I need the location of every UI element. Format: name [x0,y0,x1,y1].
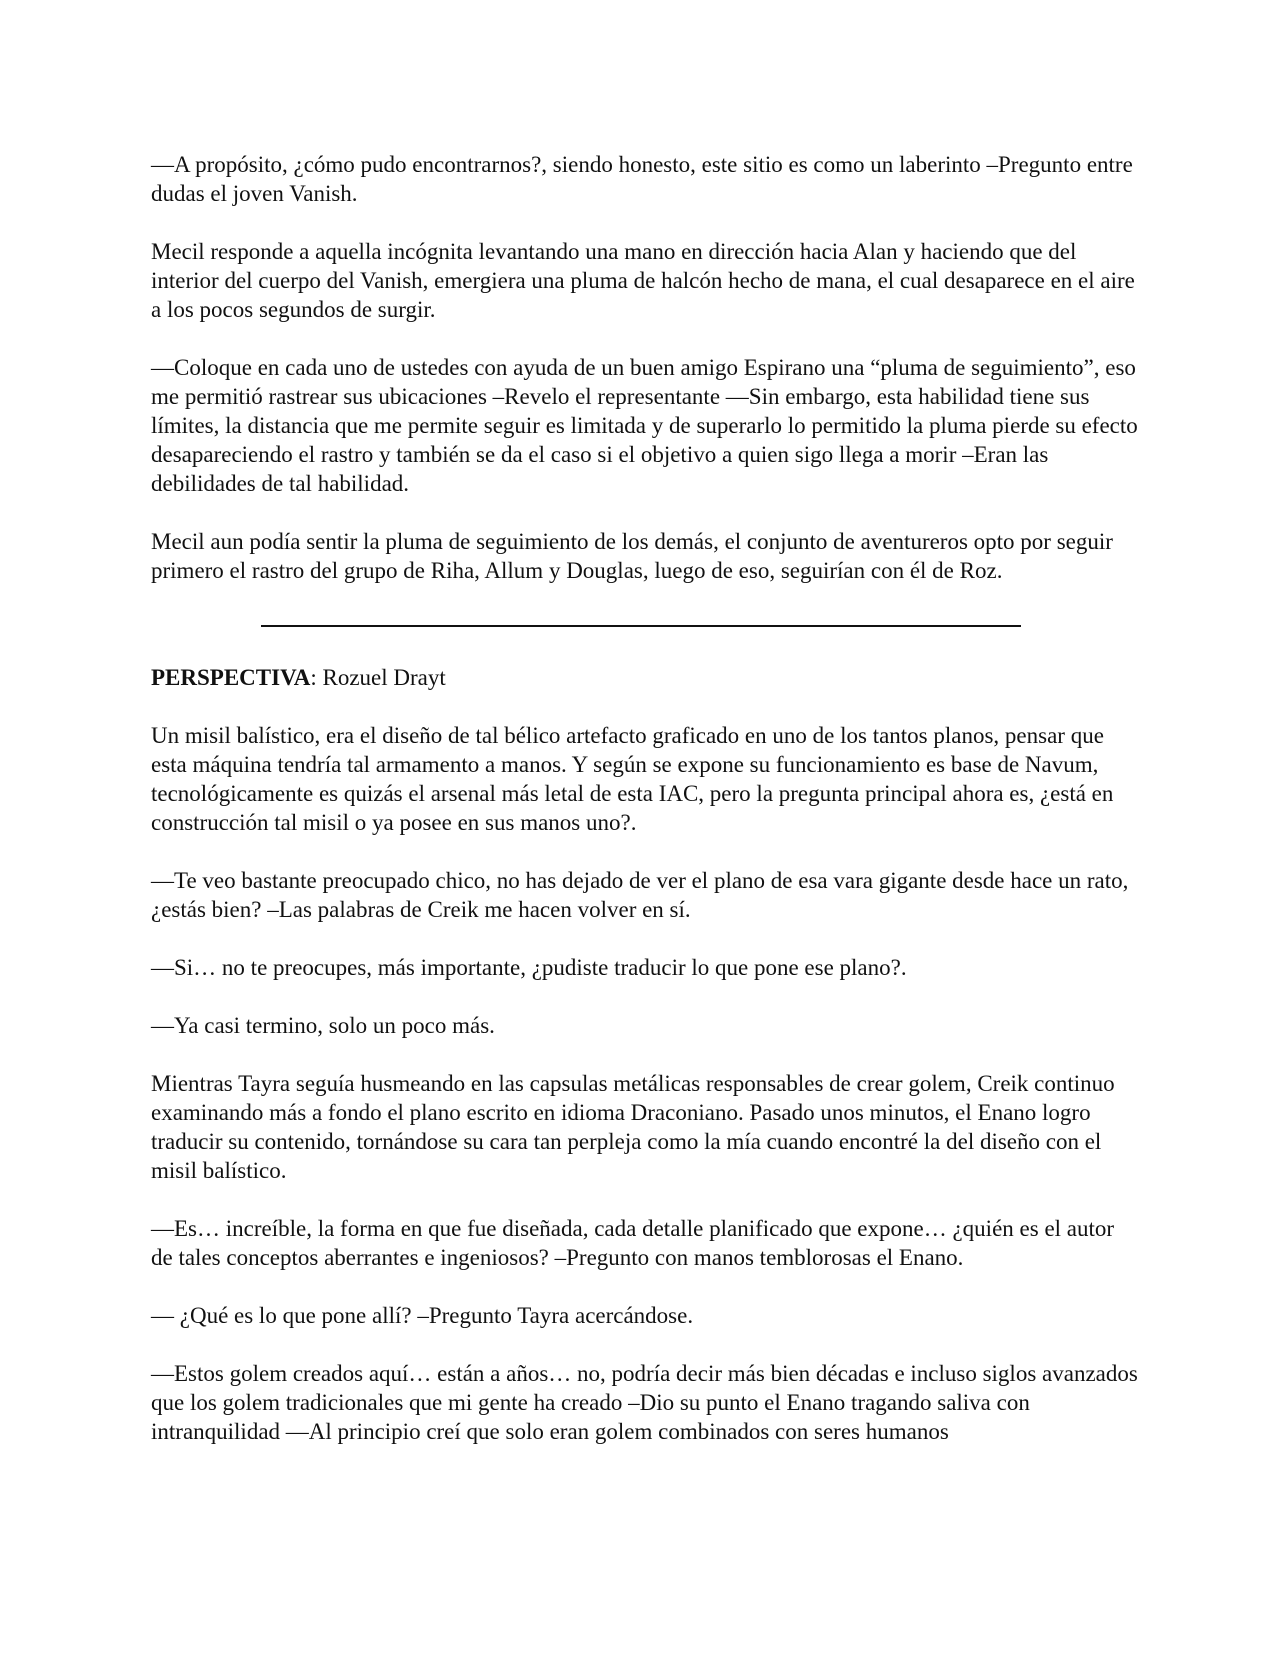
paragraph: Mientras Tayra seguía husmeando en las capsulas metálicas responsables de crear golem, Creik continuo examinando más a fondo el plano escrito en idioma Draconiano. Pasado unos minutos, el Enano logro traducir su contenido, tornándose su cara tan perpleja como la mía cuando encontré la del diseño con el misil balístico. [151,1071,1115,1183]
paragraph: —A propósito, ¿cómo pudo encontrarnos?, siendo honesto, este sitio es como un laberinto –Pregunto entre dudas el joven Vanish. [151,152,1133,206]
perspective-separator: : [310,665,317,690]
section-divider [261,625,1021,627]
perspective-name: Rozuel Drayt [316,665,446,690]
perspective-heading [151,663,1141,692]
document-page [151,150,1141,1475]
paragraph: —Estos golem creados aquí… están a años… no, podría decir más bien décadas e incluso siglos avanzados que los golem tradicionales que mi gente ha creado –Dio su punto el Enano tragando saliva con intranquilidad —Al principio creí que solo eran golem combinados con seres humanos [151,1361,1138,1444]
paragraph: —Te veo bastante preocupado chico, no has dejado de ver el plano de esa vara gigante desde hace un rato, ¿estás bien? –Las palabras de Creik me hacen volver en sí. [151,868,1129,922]
perspective-label: PERSPECTIVA [151,665,311,690]
paragraph: Un misil balístico, era el diseño de tal bélico artefacto graficado en uno de los tantos planos, pensar que esta máquina tendría tal armamento a manos. Y según se expone su funcionamiento es base de Navum, tecnológicamente es quizás el arsenal más letal de esta IAC, pero la pregunta principal ahora es, ¿está en construcción tal misil o ya posee en sus manos uno?. [151,723,1114,835]
paragraph: —Coloque en cada uno de ustedes con ayuda de un buen amigo Espirano una “pluma de seguimiento”, eso me permitió rastrear sus ubicaciones –Revelo el representante —Sin embargo, esta habilidad tiene sus límites, la distancia que me permite seguir es limitada y de superarlo lo permitido la pluma pierde su efecto desapareciendo el rastro y también se da el caso si el objetivo a quien sigo llega a morir –Eran las debilidades de tal habilidad. [151,355,1138,496]
paragraph: —Ya casi termino, solo un poco más. [151,1013,495,1038]
paragraph: Mecil aun podía sentir la pluma de seguimiento de los demás, el conjunto de aventureros opto por seguir primero el rastro del grupo de Riha, Allum y Douglas, luego de eso, seguirían con él de Roz. [151,529,1113,583]
paragraph: Mecil responde a aquella incógnita levantando una mano en dirección hacia Alan y haciendo que del interior del cuerpo del Vanish, emergiera una pluma de halcón hecho de mana, el cual desaparece en el aire a los pocos segundos de surgir. [151,239,1135,322]
paragraph: —Es… increíble, la forma en que fue diseñada, cada detalle planificado que expone… ¿quién es el autor de tales conceptos aberrantes e ingeniosos? –Pregunto con manos temblorosas el Enano. [151,1216,1115,1270]
paragraph: —Si… no te preocupes, más importante, ¿pudiste traducir lo que pone ese plano?. [151,955,907,980]
paragraph: — ¿Qué es lo que pone allí? –Pregunto Tayra acercándose. [151,1303,694,1328]
